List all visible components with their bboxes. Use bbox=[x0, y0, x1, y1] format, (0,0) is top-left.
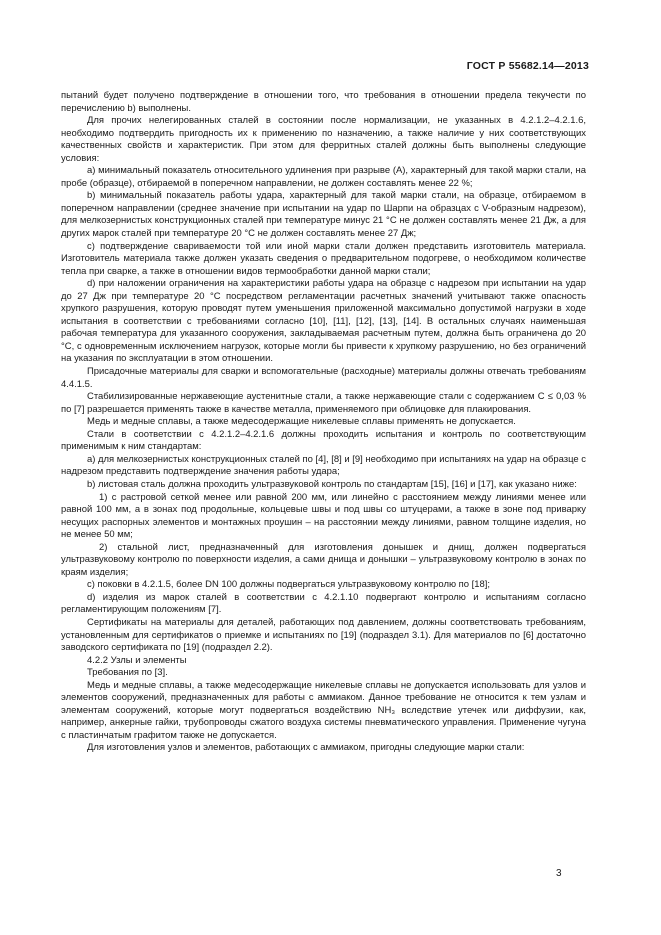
document-code: ГОСТ Р 55682.14—2013 bbox=[466, 60, 589, 72]
paragraph: Присадочные материалы для сварки и вспомогательные (расходные) материалы должны отвечать требованиям 4.4.1.5. bbox=[61, 366, 586, 390]
list-item-d: d) при наложении ограничения на характеристики работы удара на образце с надрезом при испытании на удар до 27 Дж при температуре 20 °С посредством регламентации расчетных значений учитывают также опасность хрупкого разрушения, которую проводят путем уменьшения приложенной максимально допустимой нагрузки в ходе испытания в соответствии с требованиями согласно [10], [11], [12], [13], [14]. В остальных случаях наименьшая рабочая температура для указанного сооружения, закладываемая расчетным путем, должна быть ограничена до 20 °С, с одновременным исключением нагрузок, которые могли бы привести к хрупкому разрушению, но без ограничений на указания по эксплуатации в этом отношении. bbox=[61, 278, 586, 365]
page-number: 3 bbox=[556, 868, 562, 879]
paragraph: пытаний будет получено подтверждение в отношении того, что требования в отношении предела текучести по перечислению b) выполнены. bbox=[61, 90, 586, 114]
list-item-a: a) для мелкозернистых конструкционных сталей по [4], [8] и [9] необходимо при испытаниях на удар на образце с надрезом представить подтверждение значения работы удара; bbox=[61, 453, 586, 478]
list-item-c: c) поковки в 4.2.1.5, более DN 100 должны подвергаться ультразвуковому контролю по [18]; bbox=[87, 579, 491, 591]
sub-item-1: 1) с растровой сеткой менее или равной 200 мм, или линейно с расстоянием между линиями менее или равной 100 мм, а в зонах под продольные, кольцевые швы и под швы со штуцерами, а также в зоне под приварку несущих распорных элементов и монтажных проушин – на расстоянии между линиями, равном толщине изделия, но не менее 50 мм; bbox=[61, 491, 586, 541]
list-item-b: b) листовая сталь должна проходить ультразвуковой контроль по стандартам [15], [16] и [17], как указано ниже: bbox=[87, 478, 577, 490]
list-item-c: c) подтверждение свариваемости той или иной марки стали должен представить изготовитель материала. Изготовитель материала также должен указать сведения о предварительном подогреве, о необходимом количестве тепла при сварке, а также в отношении видов термообработки данной марки стали; bbox=[61, 240, 586, 277]
paragraph: Для изготовления узлов и элементов, работающих с аммиаком, пригодны следующие марки стали: bbox=[87, 742, 525, 754]
paragraph: Стабилизированные нержавеющие аустенитные стали, а также нержавеющие стали с содержанием С ≤ 0,03 % по [7] разрешается применять также в качестве металла, применяемого при облицовке для плакирования. bbox=[61, 391, 586, 415]
sub-item-2: 2) стальной лист, предназначенный для изготовления донышек и днищ, должен подвергаться ультразвуковому контролю по поверхности изделия, а сами днища и донышки – ультразвуковому контролю в зонах по краям изделия; bbox=[61, 541, 586, 578]
paragraph: Сертификаты на материалы для деталей, работающих под давлением, должны соответствовать требованиям, установленным для сертификатов о приемке и испытаниях по [19] (подраздел 3.1). Для материалов по [6] достаточно заводского сертификата по [19] (подраздел 2.2). bbox=[61, 616, 586, 654]
paragraph: Стали в соответствии с 4.2.1.2–4.2.1.6 должны проходить испытания и контроль по соответствующим применимым к ним стандартам: bbox=[61, 428, 586, 453]
paragraph: Для прочих нелегированных сталей в состоянии после нормализации, не указанных в 4.2.1.2–4.2.1.6, необходимо подтвердить пригодность их к применению по назначению, а также наличие у них соответствующих качественных свойств и характеристик. При этом для ферритных сталей должны быть выполнены следующие условия: bbox=[61, 115, 586, 164]
paragraph: Медь и медные сплавы, а также медесодержащие никелевые сплавы применять не допускается. bbox=[87, 416, 516, 428]
list-item-d: d) изделия из марок сталей в соответствии с 4.2.1.10 подвергают контролю и испытаниям согласно регламентирующим положениям [7]. bbox=[61, 591, 586, 616]
paragraph: Медь и медные сплавы, а также медесодержащие никелевые сплавы не допускается использовать для узлов и элементов сооружений, предназначенных для работы с аммиаком. Данное требование не относится к тем узлам и элементам сооружений, которые могут подвергаться воздействию NH₃ вследствие утечек или диффузии, как, например, анкерные гайки, трубопроводы сжатого воздуха системы пневматического управления. Применение чугуна с пластинчатым графитом также не допускается. bbox=[61, 679, 586, 741]
body-text bbox=[61, 90, 586, 755]
list-item-b: b) минимальный показатель работы удара, характерный для такой марки стали, на образце, отбираемом в поперечном направлении (среднее значение при испытании на удар по Шарпи на образцах с V-образным надрезом), для мелкозернистых конструкционных сталей при температуре минус 21 °С не должен составлять менее 21 Дж, а для других марок сталей при температуре 20 °С не должен составлять менее 27 Дж; bbox=[61, 190, 586, 240]
section-heading: 4.2.2 Узлы и элементы bbox=[87, 654, 187, 666]
paragraph: Требования по [3]. bbox=[87, 667, 168, 679]
list-item-a: a) минимальный показатель относительного удлинения при разрыве (A), характерный для такой марки стали, на пробе (образце), отбираемой в поперечном направлении, не должен составлять менее 22 %; bbox=[61, 165, 586, 189]
